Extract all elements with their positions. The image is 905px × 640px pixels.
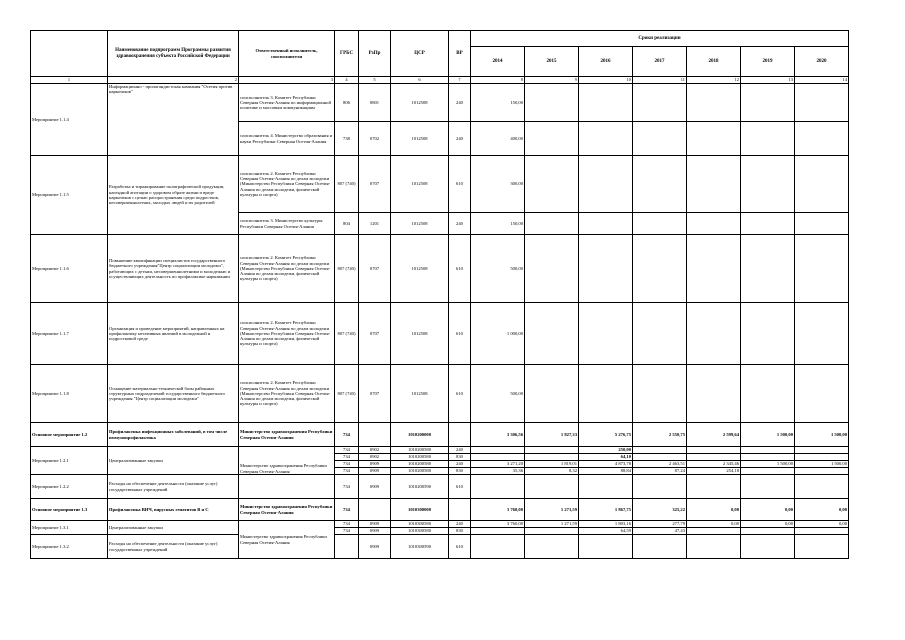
row-executor: соисполнитель 2. Комитет Республики Северная Осетия-Алания по делам молодежи (Министерство Республики Северная Осетия-Алания по делам молодежи, физической культуры и спорта) — [239, 156, 335, 213]
cell-rzpr: 0909 — [359, 461, 391, 468]
cell-2014: 500,00 — [471, 235, 525, 303]
cell-grbs: 734 — [335, 461, 359, 468]
col-number: 1 — [31, 77, 108, 84]
header-executor: Ответственный исполнитель, соисполнители — [239, 31, 335, 77]
cell-2015 — [525, 447, 579, 454]
row-executor: соисполнитель 2. Комитет Республики Северная Осетия-Алания по делам молодежи (Министерство Республики Северная Осетия-Алания по делам молодежи, физической культуры и спорта) — [239, 365, 335, 423]
table-row — [31, 365, 849, 423]
cell-vr: 830 — [449, 468, 471, 475]
header-year: 2020 — [795, 47, 849, 77]
cell-rzpr: 0909 — [359, 521, 391, 528]
cell-rzpr: 0902 — [359, 454, 391, 461]
cell-grbs: 804 — [335, 213, 359, 235]
cell-2018: 2 599,64 — [687, 423, 741, 447]
cell-grbs: 807 (740) — [335, 365, 359, 423]
cell-2018: 0,00 — [687, 499, 741, 521]
header-name: Наименование подпрограмм Программы развития здравоохранения субъекта Российской Федерации — [108, 31, 239, 77]
cell-vr: 830 — [449, 528, 471, 535]
cell-2020: 1 500,00 — [795, 461, 849, 468]
header-grbs: ГРБС — [335, 31, 359, 77]
col-number: 13 — [741, 77, 795, 84]
header-year: 2016 — [579, 47, 633, 77]
cell-2018 — [687, 454, 741, 461]
cell-2019: 1 500,00 — [741, 423, 795, 447]
row-executor: Министерство здравоохранения Республики Северная Осетия-Алания — [239, 447, 335, 475]
cell-2015: 1 819,01 — [525, 461, 579, 468]
cell-2015: 1 827,33 — [525, 423, 579, 447]
cell-2015 — [525, 454, 579, 461]
row-name: Информационно - пропагандистская кампания "Осетия против наркотиков" — [108, 84, 239, 156]
cell-2014: 35,36 — [471, 468, 525, 475]
cell-2016: 1 803,16 — [579, 521, 633, 528]
cell-grbs: 738 — [335, 122, 359, 156]
cell-vr: 610 — [449, 365, 471, 423]
col-number: 12 — [687, 77, 741, 84]
cell-rzpr: 0707 — [359, 156, 391, 213]
cell-rzpr: 0707 — [359, 365, 391, 423]
row-name: Расходы на обеспечение деятельности (оказание услуг) государственных учреждений — [108, 535, 239, 559]
col-number: 11 — [633, 77, 687, 84]
header-year: 2015 — [525, 47, 579, 77]
cell-rzpr: 0909 — [359, 528, 391, 535]
cell-2019: 0,00 — [741, 521, 795, 528]
column-number-row — [31, 77, 849, 84]
cell-2015 — [525, 528, 579, 535]
cell-vr: 240 — [449, 447, 471, 454]
row-name: Централизованные закупки — [108, 447, 239, 475]
cell-2016: 88,84 — [579, 468, 633, 475]
row-executor: Министерство здравоохранения Республики Северная Осетия-Алания — [239, 499, 335, 521]
cell-2014: 3 760,00 — [471, 499, 525, 521]
cell-csr: 1010300580 — [391, 528, 449, 535]
row-name: Профилактика инфекционных заболеваний, в том числе иммунопрофилактика — [108, 423, 239, 447]
cell-2015: 1 271,59 — [525, 521, 579, 528]
row-code: Мероприятие 1.1.7 — [31, 303, 108, 365]
cell-rzpr: 0909 — [359, 475, 391, 499]
row-name: Централизованные закупки — [108, 521, 239, 535]
cell-csr: 1010200580 — [391, 447, 449, 454]
row-code: Мероприятие 1.1.5 — [31, 156, 108, 235]
cell-2018: 0,00 — [687, 521, 741, 528]
cell-2019 — [741, 528, 795, 535]
table-row — [31, 235, 849, 303]
row-name: Повышение квалификации специалистов государственного бюджетного учреждения"Центр социализации молодежи", работающих с детьми, несовершеннолетними и молодежью и осуществляющих деятельность по профилактике наркомании — [108, 235, 239, 303]
cell-2014 — [471, 528, 525, 535]
cell-2014 — [471, 454, 525, 461]
cell-csr: 1010200000 — [391, 423, 449, 447]
cell-vr: 830 — [449, 454, 471, 461]
cell-grbs: 807 (740) — [335, 303, 359, 365]
cell-2017 — [633, 447, 687, 454]
cell-2014: 400,00 — [471, 122, 525, 156]
cell-csr: 1010300000 — [391, 499, 449, 521]
cell-vr: 610 — [449, 235, 471, 303]
cell-vr: 240 — [449, 84, 471, 122]
cell-2020 — [795, 454, 849, 461]
row-executor: соисполнитель 4. Министерство образования и науки Республики Северная Осетия-Алания — [239, 122, 335, 156]
cell-grbs: 734 — [335, 454, 359, 461]
row-executor: Министерство здравоохранения Республики Северная Осетия-Алания — [239, 521, 335, 559]
cell-2017: 277,79 — [633, 521, 687, 528]
row-code: Мероприятие 1.2.2 — [31, 475, 108, 499]
header-year: 2017 — [633, 47, 687, 77]
row-name: Разработка и тиражирование полиграфической продукции, наглядной агитации о здоровом образе жизни и вреде наркотиков с целью распространения среди подростков, несовершеннолетних, молодых людей и их родителей — [108, 156, 239, 235]
cell-2019 — [741, 447, 795, 454]
cell-vr: 610 — [449, 303, 471, 365]
cell-grbs: 806 — [335, 84, 359, 122]
cell-2019 — [741, 468, 795, 475]
cell-rzpr: 0902 — [359, 447, 391, 454]
cell-2015: 8,32 — [525, 468, 579, 475]
cell-csr: 1012508 — [391, 235, 449, 303]
table-row — [31, 156, 849, 213]
cell-vr: 240 — [449, 122, 471, 156]
row-executor: соисполнитель 2. Комитет Республики Северная Осетия-Алания по делам молодежи (Министерство Республики Северная Осетия-Алания по делам молодежи, физической культуры и спорта) — [239, 235, 335, 303]
cell-grbs: 807 (740) — [335, 235, 359, 303]
cell-2014: 1 000,00 — [471, 303, 525, 365]
col-number: 14 — [795, 77, 849, 84]
cell-2019: 1 500,00 — [741, 461, 795, 468]
cell-2014 — [471, 447, 525, 454]
header-csr: ЦСР — [391, 31, 449, 77]
cell-2014: 3 271,20 — [471, 461, 525, 468]
cell-grbs: 734 — [335, 468, 359, 475]
cell-csr: 1012508 — [391, 156, 449, 213]
row-code: Мероприятие 1.3.2 — [31, 535, 108, 559]
cell-2018: 2 345,46 — [687, 461, 741, 468]
col-number: 10 — [579, 77, 633, 84]
row-code: Мероприятие 1.1.4 — [31, 84, 108, 156]
cell-csr: 1010200580 — [391, 454, 449, 461]
table-row — [31, 84, 849, 122]
cell-rzpr: 0707 — [359, 235, 391, 303]
row-name: Оснащение материально-технической базы районных структурных подразделений государственного бюджетного учреждения "Центр социализации молодежи" — [108, 365, 239, 423]
cell-2019: 0,00 — [741, 499, 795, 521]
cell-2014: 150,00 — [471, 84, 525, 122]
cell-2020: 1 500,00 — [795, 423, 849, 447]
cell-grbs: 734 — [335, 447, 359, 454]
row-code: Основное мероприятие 1.3 — [31, 499, 108, 521]
cell-2018 — [687, 528, 741, 535]
cell-vr: 240 — [449, 213, 471, 235]
cell-2020 — [795, 528, 849, 535]
cell-2016: 64,10 — [579, 454, 633, 461]
cell-vr: 610 — [449, 475, 471, 499]
cell-csr: 1012508 — [391, 303, 449, 365]
table-row — [31, 447, 849, 454]
cell-2020: 0,00 — [795, 521, 849, 528]
header-year: 2018 — [687, 47, 741, 77]
col-number: 8 — [471, 77, 525, 84]
cell-csr: 1012508 — [391, 213, 449, 235]
header-rzpr: РзПр — [359, 31, 391, 77]
cell-2018 — [687, 447, 741, 454]
cell-2019 — [741, 454, 795, 461]
cell-grbs: 734 — [335, 499, 359, 521]
header-blank — [31, 31, 108, 77]
row-executor: соисполнитель 3. Министерство культуры Республики Северная Осетия-Алания — [239, 213, 335, 235]
table-row — [31, 303, 849, 365]
col-number: 3 — [239, 77, 335, 84]
cell-rzpr: 0801 — [359, 84, 391, 122]
cell-csr: 1010300590 — [391, 535, 449, 559]
cell-csr: 1012508 — [391, 365, 449, 423]
cell-2017: 2 463,51 — [633, 461, 687, 468]
row-executor: соисполнитель 2. Комитет Республики Северная Осетия-Алания по делам молодежи (Министерство Республики Северная Осетия-Алания по делам молодежи, физической культуры и спорта) — [239, 303, 335, 365]
cell-vr: 610 — [449, 156, 471, 213]
program-table — [30, 30, 849, 559]
cell-2014: 300,00 — [471, 156, 525, 213]
row-executor — [239, 475, 335, 499]
cell-csr: 1010200580 — [391, 461, 449, 468]
cell-2017: 2 550,75 — [633, 423, 687, 447]
cell-grbs: 807 (740) — [335, 156, 359, 213]
cell-2014: 3 760,00 — [471, 521, 525, 528]
cell-2015: 1 271,59 — [525, 499, 579, 521]
cell-rzpr: 0702 — [359, 122, 391, 156]
cell-2017: 87,24 — [633, 468, 687, 475]
col-number: 6 — [391, 77, 449, 84]
col-number: 2 — [108, 77, 239, 84]
row-code: Мероприятие 1.1.8 — [31, 365, 108, 423]
cell-grbs: 734 — [335, 423, 359, 447]
cell-rzpr: 1201 — [359, 213, 391, 235]
cell-csr: 1012508 — [391, 122, 449, 156]
row-executor: Министерство здравоохранения Республики Северная Осетия-Алания — [239, 423, 335, 447]
col-number: 5 — [359, 77, 391, 84]
row-code: Основное мероприятие 1.2 — [31, 423, 108, 447]
cell-csr: 1012508 — [391, 84, 449, 122]
table-row — [31, 521, 849, 528]
row-name: Профилактика ВИЧ, вирусных гепатитов В и С — [108, 499, 239, 521]
cell-2018: 254,18 — [687, 468, 741, 475]
header-terms: Сроки реализации — [471, 31, 849, 47]
row-code: Мероприятие 1.3.1 — [31, 521, 108, 535]
cell-2016: 4 873,78 — [579, 461, 633, 468]
table-row — [31, 423, 849, 447]
cell-csr: 1010200590 — [391, 475, 449, 499]
header-vr: ВР — [449, 31, 471, 77]
cell-2014: 150,00 — [471, 213, 525, 235]
cell-2016: 1 867,75 — [579, 499, 633, 521]
cell-2016: 64,59 — [579, 528, 633, 535]
cell-2017: 47,43 — [633, 528, 687, 535]
cell-2014: 500,00 — [471, 365, 525, 423]
cell-grbs: 734 — [335, 521, 359, 528]
cell-vr: 240 — [449, 521, 471, 528]
table-row — [31, 499, 849, 521]
cell-vr: 240 — [449, 461, 471, 468]
cell-2020 — [795, 447, 849, 454]
row-name: Организация и проведение мероприятий, направленных на профилактику негативных явлений в молодежной и подростковой среде — [108, 303, 239, 365]
cell-2017 — [633, 454, 687, 461]
cell-2020: 0,00 — [795, 499, 849, 521]
row-name: Расходы на обеспечение деятельности (оказание услуг) государственных учреждений — [108, 475, 239, 499]
cell-2017: 325,22 — [633, 499, 687, 521]
cell-2014: 3 306,56 — [471, 423, 525, 447]
header-year: 2014 — [471, 47, 525, 77]
col-number: 7 — [449, 77, 471, 84]
cell-vr: 610 — [449, 535, 471, 559]
col-number: 4 — [335, 77, 359, 84]
cell-rzpr: 0909 — [359, 468, 391, 475]
col-number: 9 — [525, 77, 579, 84]
cell-csr: 1010300580 — [391, 521, 449, 528]
cell-2016: 5 276,75 — [579, 423, 633, 447]
cell-rzpr: 0707 — [359, 303, 391, 365]
header-year: 2019 — [741, 47, 795, 77]
row-code: Мероприятие 1.2.1 — [31, 447, 108, 475]
table-row — [31, 475, 849, 499]
cell-grbs: 734 — [335, 528, 359, 535]
cell-2020 — [795, 468, 849, 475]
cell-csr: 1010200580 — [391, 468, 449, 475]
cell-2016: 250,00 — [579, 447, 633, 454]
cell-grbs: 734 — [335, 475, 359, 499]
cell-rzpr: 0909 — [359, 535, 391, 559]
table-row — [31, 535, 849, 559]
row-code: Мероприятие 1.1.6 — [31, 235, 108, 303]
row-executor: соисполнитель 3. Комитет Республики Северная Осетия-Алания по информационной политике и массовым коммуникациям — [239, 84, 335, 122]
